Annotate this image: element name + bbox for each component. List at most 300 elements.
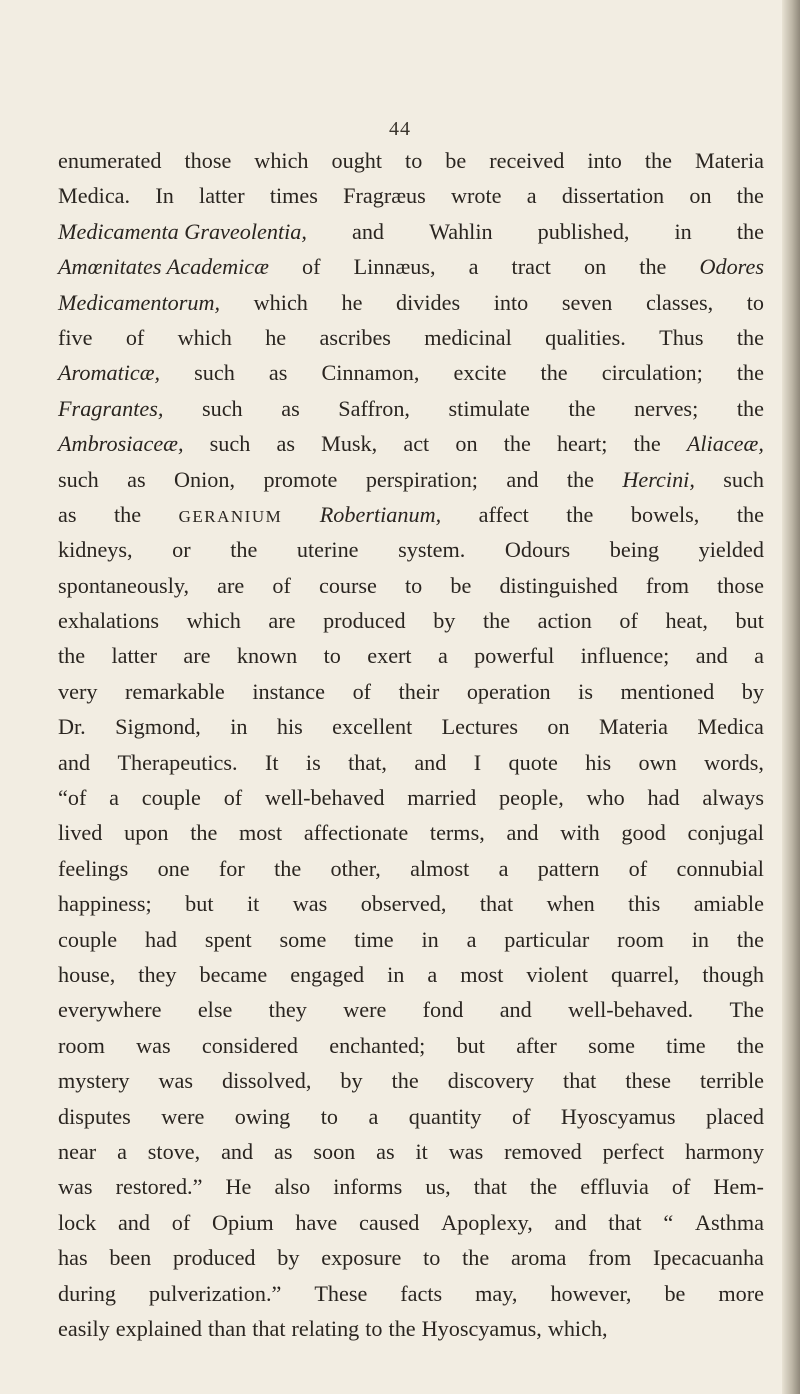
- word: the: [633, 431, 661, 457]
- word: for: [218, 855, 245, 881]
- word: on: [689, 183, 712, 209]
- word: excellent: [332, 714, 413, 740]
- word: the: [736, 1032, 764, 1058]
- word: Amœnitates Academicæ: [58, 254, 269, 280]
- text-line: [58, 1276, 764, 1311]
- text-line: [58, 1311, 764, 1346]
- word: a: [754, 643, 764, 669]
- word: Hyoscyamus,: [421, 1315, 542, 1341]
- word: married: [407, 785, 477, 811]
- word: which,: [547, 1315, 608, 1341]
- text-line: [58, 1169, 764, 1204]
- word: was: [58, 1174, 93, 1200]
- word: influence;: [580, 643, 670, 669]
- word: mentioned: [620, 678, 715, 704]
- word: as: [268, 360, 288, 386]
- word: terrible: [699, 1068, 764, 1094]
- word: Materia: [694, 148, 764, 173]
- word: everywhere: [58, 997, 162, 1023]
- word: in: [691, 926, 710, 952]
- word: quote: [508, 749, 558, 775]
- word: was: [158, 1068, 194, 1094]
- word: Medicamentorum,: [58, 289, 221, 315]
- word: effluvia: [580, 1174, 649, 1200]
- word: and: [414, 749, 447, 775]
- word: but: [185, 891, 214, 917]
- word: they: [138, 961, 177, 987]
- word: Dr.: [58, 714, 86, 740]
- word: to: [323, 643, 341, 669]
- page-edge-shadow: [782, 0, 800, 1394]
- word: is: [578, 678, 593, 704]
- text-line: [58, 1205, 764, 1240]
- word: his: [585, 749, 612, 775]
- text-line: [58, 745, 764, 780]
- word: us,: [425, 1174, 451, 1200]
- word: and: [221, 1138, 254, 1164]
- word: to: [365, 1315, 383, 1341]
- word: and: [695, 643, 728, 669]
- word: connubial: [676, 855, 764, 881]
- word: people,: [499, 785, 564, 811]
- text-line: [58, 143, 764, 178]
- word: stove,: [147, 1138, 201, 1164]
- word: also: [274, 1174, 311, 1200]
- word: room: [617, 926, 664, 952]
- word: act: [403, 431, 430, 457]
- text-line: [58, 851, 764, 886]
- word: GERANIUM: [178, 506, 283, 526]
- word: on: [547, 714, 570, 740]
- word: discovery: [447, 1068, 535, 1094]
- text-line: [58, 709, 764, 744]
- word: and: [58, 749, 91, 775]
- text-line: [58, 532, 764, 567]
- word: the: [736, 360, 764, 386]
- word: Saffron,: [338, 395, 410, 421]
- word: quantity: [408, 1103, 482, 1129]
- word: Hercini,: [622, 466, 695, 492]
- word: Musk,: [321, 431, 378, 457]
- word: spent: [204, 926, 252, 952]
- word: in: [230, 714, 248, 740]
- word: though: [702, 961, 764, 987]
- word: mystery: [58, 1068, 130, 1094]
- word: who: [586, 785, 625, 811]
- word: the: [644, 148, 672, 173]
- word: affectionate: [303, 820, 409, 846]
- word: most: [460, 961, 504, 987]
- word: of: [671, 1174, 691, 1200]
- word: house,: [58, 961, 116, 987]
- word: was: [292, 891, 328, 917]
- word: such: [58, 466, 99, 492]
- word: of: [352, 678, 372, 704]
- word: Wahlin: [429, 218, 493, 244]
- word: near: [58, 1138, 97, 1164]
- word: operation: [466, 678, 551, 704]
- word: be: [664, 1280, 686, 1306]
- word: in: [421, 926, 439, 952]
- word: however,: [550, 1280, 632, 1306]
- text-line: [58, 992, 764, 1027]
- word: action: [537, 608, 592, 634]
- word: may,: [475, 1280, 518, 1306]
- word: The: [729, 997, 764, 1023]
- word: from: [645, 572, 690, 598]
- word: terms,: [429, 820, 485, 846]
- word: the: [639, 254, 667, 280]
- word: into: [493, 289, 529, 315]
- word: Cinnamon,: [321, 360, 420, 386]
- word: such: [201, 395, 243, 421]
- word: remarkable: [124, 678, 225, 704]
- word: aroma: [510, 1245, 567, 1271]
- word: Onion,: [174, 466, 236, 492]
- word: nerves;: [634, 395, 699, 421]
- word: into: [587, 148, 622, 173]
- text-line: [58, 638, 764, 673]
- word: time: [666, 1032, 706, 1058]
- word: always: [702, 785, 764, 811]
- word: to: [423, 1245, 441, 1271]
- word: yielded: [698, 537, 764, 563]
- word: on: [584, 254, 607, 280]
- word: It: [264, 749, 279, 775]
- word: in: [674, 218, 692, 244]
- word: were: [161, 1103, 205, 1129]
- word: which: [254, 148, 309, 173]
- word: observed,: [360, 891, 447, 917]
- text-line: [58, 355, 764, 390]
- word: Ambrosiaceæ,: [58, 431, 184, 457]
- word: as: [281, 395, 300, 421]
- word: promote: [263, 466, 338, 492]
- word: been: [109, 1245, 152, 1271]
- word: Linnæus,: [353, 254, 436, 280]
- word: such: [723, 466, 764, 492]
- word: disputes: [58, 1103, 131, 1129]
- word: explained: [115, 1315, 203, 1341]
- text-line: [58, 178, 764, 213]
- word: produced: [172, 1245, 256, 1271]
- word: ought: [331, 148, 383, 173]
- word: powerful: [474, 643, 555, 669]
- word: it: [246, 891, 260, 917]
- word: and: [351, 218, 385, 244]
- word: that: [479, 891, 514, 917]
- word: a: [109, 785, 119, 811]
- word: had: [144, 926, 178, 952]
- word: these: [625, 1068, 671, 1094]
- word: had: [647, 785, 680, 811]
- word: be: [450, 572, 472, 598]
- text-line: [58, 249, 764, 284]
- word: of: [628, 855, 648, 881]
- word: as: [127, 466, 146, 492]
- word: the: [736, 218, 764, 244]
- word: are: [217, 572, 245, 598]
- word: are: [183, 643, 211, 669]
- word: published,: [537, 218, 630, 244]
- word: five: [58, 324, 93, 350]
- word: enumerated: [58, 148, 162, 173]
- word: on: [455, 431, 478, 457]
- word: medicinal: [424, 324, 512, 350]
- word: tract: [511, 254, 551, 280]
- word: the: [274, 855, 302, 881]
- word: are: [268, 608, 296, 634]
- text-line: [58, 1063, 764, 1098]
- word: couple: [141, 785, 201, 811]
- word: and: [499, 997, 532, 1023]
- word: a: [368, 1103, 379, 1129]
- word: amiable: [693, 891, 764, 917]
- word: good: [621, 820, 666, 846]
- word: to: [405, 572, 423, 598]
- word: latter: [111, 643, 158, 669]
- word: a: [117, 1138, 127, 1164]
- word: considered: [201, 1032, 298, 1058]
- word: a: [437, 643, 448, 669]
- word: of: [619, 608, 638, 634]
- word: became: [199, 961, 268, 987]
- word: of: [125, 324, 145, 350]
- word: most: [239, 820, 283, 846]
- word: but: [456, 1032, 485, 1058]
- text-line: [58, 568, 764, 603]
- word: was: [448, 1138, 484, 1164]
- word: when: [546, 891, 595, 917]
- word: which: [253, 289, 308, 315]
- word: engaged: [290, 961, 365, 987]
- word: particular: [504, 926, 590, 952]
- word: to: [746, 289, 764, 315]
- text-line: [58, 1099, 764, 1134]
- word: the: [503, 431, 531, 457]
- word: has: [58, 1245, 88, 1271]
- word: those: [184, 148, 232, 173]
- word: this: [628, 891, 661, 917]
- word: Lectures: [441, 714, 519, 740]
- word: the: [540, 360, 568, 386]
- word: be: [445, 148, 467, 173]
- text-line: [58, 957, 764, 992]
- word: the: [462, 1245, 490, 1271]
- word: those: [717, 572, 764, 598]
- word: violent: [526, 961, 588, 987]
- word: the: [566, 501, 594, 527]
- word: his: [276, 714, 303, 740]
- word: pulverization.”: [148, 1280, 282, 1306]
- text-line: [58, 815, 764, 850]
- word: that,: [348, 749, 387, 775]
- word: was: [136, 1032, 171, 1058]
- word: the: [530, 1174, 558, 1200]
- word: placed: [706, 1103, 764, 1129]
- word: of: [302, 254, 321, 280]
- word: he: [341, 289, 363, 315]
- word: easily: [58, 1315, 110, 1341]
- word: Medica.: [58, 183, 131, 209]
- word: Asthma: [694, 1209, 764, 1235]
- word: quarrel,: [610, 961, 680, 987]
- word: in: [387, 961, 405, 987]
- word: Medicamenta Graveolentia,: [58, 218, 307, 244]
- word: exposure: [321, 1245, 402, 1271]
- word: of: [272, 572, 291, 598]
- text-line: [58, 674, 764, 709]
- word: of: [171, 1209, 191, 1235]
- word: and: [506, 466, 539, 492]
- word: is: [305, 749, 321, 775]
- word: that: [563, 1068, 597, 1094]
- word: during: [58, 1280, 116, 1306]
- word: ascribes: [319, 324, 391, 350]
- word: to: [405, 148, 423, 173]
- word: it: [415, 1138, 428, 1164]
- word: that: [473, 1174, 507, 1200]
- word: the: [566, 466, 594, 492]
- word: Ipecacuanha: [653, 1245, 764, 1271]
- word: but: [735, 608, 764, 634]
- word: as: [58, 501, 77, 527]
- word: wrote: [450, 183, 502, 209]
- word: enchanted;: [329, 1032, 426, 1058]
- word: the: [568, 395, 596, 421]
- word: In: [155, 183, 174, 209]
- word: received: [489, 148, 565, 173]
- text-line: [58, 214, 764, 249]
- word: a: [498, 855, 509, 881]
- word: the: [114, 501, 142, 527]
- word: conjugal: [687, 820, 764, 846]
- word: couple: [58, 926, 118, 952]
- word: Fragræus: [343, 183, 426, 209]
- word: as: [273, 1138, 293, 1164]
- text-line: [58, 426, 764, 461]
- word: seven: [561, 289, 613, 315]
- word: and: [117, 1209, 150, 1235]
- word: other,: [330, 855, 381, 881]
- word: of: [511, 1103, 531, 1129]
- word: “of: [58, 785, 87, 811]
- word: restored.”: [115, 1174, 203, 1200]
- word: which: [177, 324, 232, 350]
- word: by: [277, 1245, 300, 1271]
- word: that: [252, 1315, 286, 1341]
- word: soon: [313, 1138, 356, 1164]
- word: by: [340, 1068, 363, 1094]
- word: a: [427, 961, 438, 987]
- word: perfect: [602, 1138, 665, 1164]
- body-text: [58, 143, 764, 1346]
- word: well-behaved: [264, 785, 385, 811]
- word: These: [314, 1280, 368, 1306]
- word: kidneys,: [58, 537, 133, 563]
- word: exhalations: [58, 608, 160, 634]
- word: I: [473, 749, 482, 775]
- text-line: [58, 285, 764, 320]
- word: qualities.: [545, 324, 626, 350]
- word: to: [320, 1103, 338, 1129]
- word: they: [268, 997, 307, 1023]
- text-line: [58, 603, 764, 638]
- word: more: [718, 1280, 764, 1306]
- word: the: [736, 395, 764, 421]
- word: Aliaceæ,: [686, 431, 764, 457]
- word: affect: [478, 501, 529, 527]
- word: Odores: [699, 254, 764, 280]
- word: Opium: [211, 1209, 274, 1235]
- word: Hyoscyamus: [560, 1103, 676, 1129]
- word: excite: [453, 360, 507, 386]
- word: one: [157, 855, 190, 881]
- word: exert: [367, 643, 412, 669]
- word: the: [736, 324, 764, 350]
- word: such: [209, 431, 251, 457]
- word: uterine: [296, 537, 359, 563]
- word: the: [736, 926, 764, 952]
- word: that: [608, 1209, 642, 1235]
- word: heart;: [556, 431, 608, 457]
- word: or: [172, 537, 191, 563]
- text-line: [58, 1028, 764, 1063]
- word: such: [194, 360, 235, 386]
- word: with: [560, 820, 600, 846]
- word: spontaneously,: [58, 572, 190, 598]
- word: upon: [124, 820, 169, 846]
- word: by: [433, 608, 456, 634]
- word: the: [190, 820, 218, 846]
- word: well-behaved.: [568, 997, 694, 1023]
- text-line: [58, 391, 764, 426]
- text-line: [58, 886, 764, 921]
- word: very: [58, 678, 98, 704]
- word: after: [516, 1032, 557, 1058]
- text-line: [58, 780, 764, 815]
- word: relating: [291, 1315, 360, 1341]
- word: and: [554, 1209, 587, 1235]
- word: system.: [398, 537, 466, 563]
- word: Materia: [598, 714, 668, 740]
- word: dissertation: [561, 183, 665, 209]
- word: Medica: [697, 714, 764, 740]
- word: course: [318, 572, 377, 598]
- word: distinguished: [499, 572, 618, 598]
- word: the: [736, 183, 764, 209]
- word: being: [609, 537, 660, 563]
- word: divides: [396, 289, 461, 315]
- word: “: [663, 1209, 674, 1235]
- page-number: 44: [389, 118, 411, 140]
- word: stimulate: [448, 395, 530, 421]
- word: circulation;: [601, 360, 703, 386]
- word: a: [526, 183, 537, 209]
- word: classes,: [645, 289, 714, 315]
- word: than: [208, 1315, 247, 1341]
- word: lock: [58, 1209, 97, 1235]
- word: pattern: [537, 855, 600, 881]
- word: the: [391, 1068, 419, 1094]
- word: of: [223, 785, 243, 811]
- word: a: [468, 254, 479, 280]
- word: time: [354, 926, 394, 952]
- word: happiness;: [58, 891, 152, 917]
- word: fond: [422, 997, 464, 1023]
- word: caused: [359, 1209, 420, 1235]
- word: Hem-: [713, 1174, 764, 1200]
